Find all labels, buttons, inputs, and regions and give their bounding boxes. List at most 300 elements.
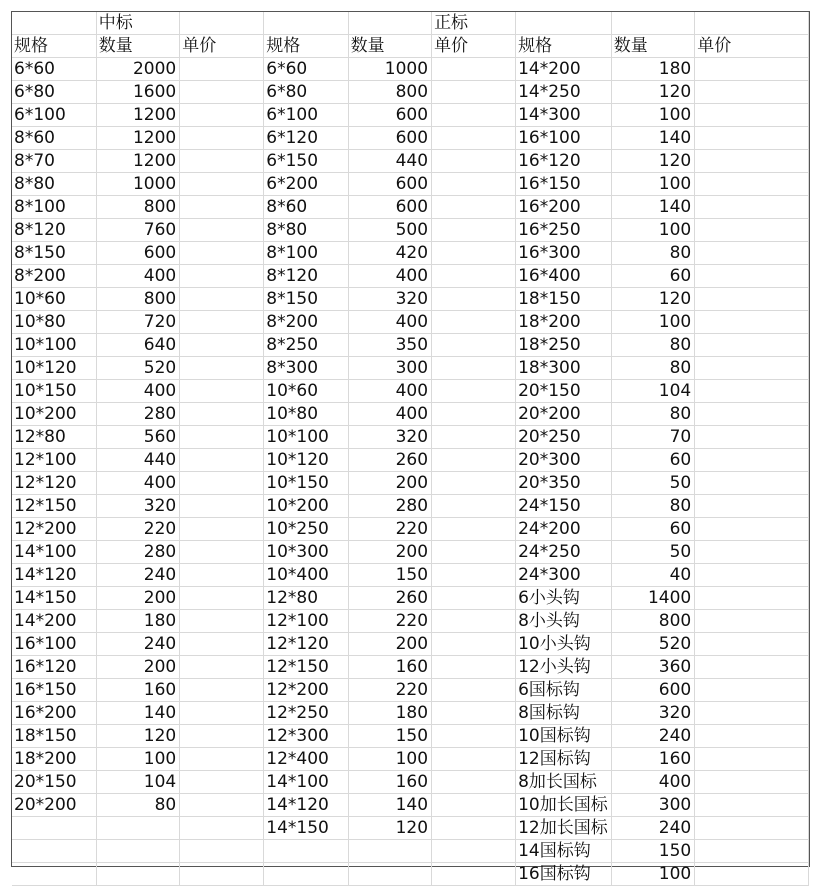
spec-cell[interactable]: 6*200 (264, 173, 348, 196)
price-cell[interactable] (180, 656, 264, 679)
quantity-cell[interactable]: 80 (611, 242, 694, 265)
quantity-cell[interactable]: 80 (611, 495, 694, 518)
spec-cell[interactable]: 18*150 (516, 288, 612, 311)
price-cell[interactable] (432, 265, 516, 288)
quantity-cell[interactable]: 150 (348, 564, 431, 587)
spec-cell[interactable]: 18*200 (12, 748, 96, 771)
price-cell[interactable] (695, 81, 809, 104)
spec-cell[interactable]: 12加长国标 (516, 817, 612, 840)
spec-cell[interactable]: 16*120 (12, 656, 96, 679)
price-cell[interactable] (180, 334, 264, 357)
quantity-cell[interactable]: 280 (96, 403, 179, 426)
quantity-cell[interactable]: 80 (611, 357, 694, 380)
cell[interactable] (264, 12, 348, 35)
cell[interactable] (516, 12, 612, 35)
spec-cell[interactable]: 8*300 (264, 357, 348, 380)
spec-cell[interactable]: 12*300 (264, 725, 348, 748)
price-cell[interactable] (180, 449, 264, 472)
price-cell[interactable] (432, 403, 516, 426)
price-cell[interactable] (432, 380, 516, 403)
quantity-cell[interactable]: 100 (348, 748, 431, 771)
price-cell[interactable] (432, 196, 516, 219)
spec-cell[interactable]: 10*100 (12, 334, 96, 357)
spec-cell[interactable]: 12*100 (264, 610, 348, 633)
spec-cell[interactable]: 20*300 (516, 449, 612, 472)
quantity-cell[interactable]: 800 (348, 81, 431, 104)
spec-cell[interactable]: 14*120 (264, 794, 348, 817)
spec-cell[interactable]: 12国标钩 (516, 748, 612, 771)
spec-cell[interactable]: 20*200 (12, 794, 96, 817)
quantity-cell[interactable] (96, 817, 179, 840)
price-cell[interactable] (432, 219, 516, 242)
spec-cell[interactable]: 14*250 (516, 81, 612, 104)
spec-cell[interactable]: 10*120 (12, 357, 96, 380)
price-cell[interactable] (432, 771, 516, 794)
price-cell[interactable] (695, 127, 809, 150)
price-cell[interactable] (432, 426, 516, 449)
spec-cell[interactable]: 6*60 (12, 58, 96, 81)
header-cell[interactable]: 单价 (695, 35, 809, 58)
price-cell[interactable] (695, 679, 809, 702)
quantity-cell[interactable]: 260 (348, 449, 431, 472)
spec-cell[interactable] (12, 863, 96, 886)
header-cell[interactable]: 数量 (96, 35, 179, 58)
quantity-cell[interactable]: 160 (348, 656, 431, 679)
quantity-cell[interactable]: 120 (96, 725, 179, 748)
cell[interactable] (180, 12, 264, 35)
price-cell[interactable] (695, 610, 809, 633)
price-cell[interactable] (180, 564, 264, 587)
header-cell[interactable]: 数量 (348, 35, 431, 58)
quantity-cell[interactable]: 320 (348, 426, 431, 449)
quantity-cell[interactable]: 120 (611, 81, 694, 104)
price-cell[interactable] (180, 127, 264, 150)
spec-cell[interactable]: 10*250 (264, 518, 348, 541)
price-cell[interactable] (180, 495, 264, 518)
spec-cell[interactable]: 8*80 (264, 219, 348, 242)
quantity-cell[interactable]: 320 (348, 288, 431, 311)
price-cell[interactable] (695, 771, 809, 794)
spec-cell[interactable]: 16*300 (516, 242, 612, 265)
price-cell[interactable] (695, 242, 809, 265)
price-cell[interactable] (432, 794, 516, 817)
spec-cell[interactable] (264, 840, 348, 863)
price-cell[interactable] (695, 748, 809, 771)
spec-cell[interactable]: 10*120 (264, 449, 348, 472)
price-cell[interactable] (180, 173, 264, 196)
spec-cell[interactable] (12, 840, 96, 863)
spec-cell[interactable]: 8*100 (12, 196, 96, 219)
quantity-cell[interactable]: 800 (96, 288, 179, 311)
price-cell[interactable] (432, 564, 516, 587)
spec-cell[interactable] (264, 863, 348, 886)
quantity-cell[interactable]: 2000 (96, 58, 179, 81)
price-cell[interactable] (432, 725, 516, 748)
quantity-cell[interactable]: 160 (348, 771, 431, 794)
price-cell[interactable] (432, 863, 516, 886)
spec-cell[interactable]: 8*70 (12, 150, 96, 173)
spec-cell[interactable]: 12*120 (12, 472, 96, 495)
price-cell[interactable] (180, 81, 264, 104)
spec-cell[interactable]: 12小头钩 (516, 656, 612, 679)
spec-cell[interactable]: 6*100 (12, 104, 96, 127)
spec-cell[interactable]: 10*300 (264, 541, 348, 564)
spec-cell[interactable]: 12*400 (264, 748, 348, 771)
price-cell[interactable] (180, 403, 264, 426)
spec-cell[interactable]: 10*150 (264, 472, 348, 495)
price-cell[interactable] (695, 173, 809, 196)
spec-cell[interactable]: 20*150 (12, 771, 96, 794)
price-cell[interactable] (180, 725, 264, 748)
spec-cell[interactable]: 10*200 (264, 495, 348, 518)
quantity-cell[interactable]: 800 (96, 196, 179, 219)
price-cell[interactable] (180, 863, 264, 886)
spec-cell[interactable]: 24*250 (516, 541, 612, 564)
price-cell[interactable] (695, 426, 809, 449)
spec-cell[interactable]: 10*60 (264, 380, 348, 403)
quantity-cell[interactable]: 104 (611, 380, 694, 403)
quantity-cell[interactable]: 100 (96, 748, 179, 771)
price-cell[interactable] (695, 104, 809, 127)
quantity-cell[interactable]: 400 (96, 472, 179, 495)
spec-cell[interactable]: 6*80 (12, 81, 96, 104)
spec-cell[interactable]: 8*60 (264, 196, 348, 219)
quantity-cell[interactable]: 1200 (96, 104, 179, 127)
price-cell[interactable] (695, 495, 809, 518)
quantity-cell[interactable]: 400 (96, 380, 179, 403)
spec-cell[interactable]: 10*400 (264, 564, 348, 587)
quantity-cell[interactable]: 400 (348, 265, 431, 288)
quantity-cell[interactable]: 200 (348, 541, 431, 564)
quantity-cell[interactable]: 400 (348, 311, 431, 334)
quantity-cell[interactable]: 1400 (611, 587, 694, 610)
price-cell[interactable] (432, 495, 516, 518)
price-cell[interactable] (432, 150, 516, 173)
spec-cell[interactable]: 20*350 (516, 472, 612, 495)
quantity-cell[interactable]: 1200 (96, 127, 179, 150)
quantity-cell[interactable]: 140 (611, 196, 694, 219)
price-cell[interactable] (432, 81, 516, 104)
price-cell[interactable] (180, 587, 264, 610)
quantity-cell[interactable]: 600 (611, 679, 694, 702)
price-cell[interactable] (695, 334, 809, 357)
price-cell[interactable] (432, 702, 516, 725)
quantity-cell[interactable]: 120 (611, 288, 694, 311)
price-cell[interactable] (180, 357, 264, 380)
quantity-cell[interactable]: 420 (348, 242, 431, 265)
spec-cell[interactable]: 18*300 (516, 357, 612, 380)
quantity-cell[interactable]: 240 (611, 725, 694, 748)
price-cell[interactable] (695, 794, 809, 817)
price-cell[interactable] (180, 794, 264, 817)
price-cell[interactable] (695, 587, 809, 610)
quantity-cell[interactable] (348, 863, 431, 886)
price-cell[interactable] (180, 472, 264, 495)
spec-cell[interactable]: 8*120 (12, 219, 96, 242)
price-cell[interactable] (695, 150, 809, 173)
spec-cell[interactable]: 16*200 (516, 196, 612, 219)
quantity-cell[interactable]: 600 (348, 196, 431, 219)
quantity-cell[interactable]: 120 (348, 817, 431, 840)
spec-cell[interactable]: 24*200 (516, 518, 612, 541)
price-cell[interactable] (180, 265, 264, 288)
price-cell[interactable] (180, 104, 264, 127)
spec-cell[interactable]: 12*80 (264, 587, 348, 610)
quantity-cell[interactable]: 640 (96, 334, 179, 357)
price-cell[interactable] (432, 173, 516, 196)
price-cell[interactable] (180, 518, 264, 541)
quantity-cell[interactable]: 760 (96, 219, 179, 242)
price-cell[interactable] (695, 817, 809, 840)
spec-cell[interactable]: 12*150 (12, 495, 96, 518)
price-cell[interactable] (695, 564, 809, 587)
quantity-cell[interactable] (96, 840, 179, 863)
price-cell[interactable] (695, 656, 809, 679)
price-cell[interactable] (695, 863, 809, 886)
spec-cell[interactable]: 8*80 (12, 173, 96, 196)
spec-cell[interactable]: 8*150 (264, 288, 348, 311)
quantity-cell[interactable]: 240 (96, 564, 179, 587)
quantity-cell[interactable]: 120 (611, 150, 694, 173)
spec-cell[interactable]: 8*120 (264, 265, 348, 288)
spec-cell[interactable]: 20*200 (516, 403, 612, 426)
price-cell[interactable] (180, 840, 264, 863)
quantity-cell[interactable]: 500 (348, 219, 431, 242)
price-cell[interactable] (180, 219, 264, 242)
price-cell[interactable] (695, 265, 809, 288)
price-cell[interactable] (432, 449, 516, 472)
group-title-cell[interactable]: 正标 (432, 12, 516, 35)
price-cell[interactable] (695, 702, 809, 725)
spec-cell[interactable]: 14*150 (264, 817, 348, 840)
spec-cell[interactable]: 16*400 (516, 265, 612, 288)
quantity-cell[interactable]: 200 (348, 472, 431, 495)
quantity-cell[interactable]: 200 (96, 656, 179, 679)
price-cell[interactable] (695, 196, 809, 219)
spec-cell[interactable]: 16*100 (516, 127, 612, 150)
spec-cell[interactable]: 10*200 (12, 403, 96, 426)
quantity-cell[interactable]: 400 (348, 380, 431, 403)
spec-cell[interactable]: 6*150 (264, 150, 348, 173)
quantity-cell[interactable]: 220 (348, 679, 431, 702)
quantity-cell[interactable]: 100 (611, 173, 694, 196)
price-cell[interactable] (695, 219, 809, 242)
price-cell[interactable] (432, 840, 516, 863)
quantity-cell[interactable]: 560 (96, 426, 179, 449)
price-cell[interactable] (695, 633, 809, 656)
spec-cell[interactable]: 8*200 (264, 311, 348, 334)
header-cell[interactable]: 数量 (611, 35, 694, 58)
spec-cell[interactable]: 24*150 (516, 495, 612, 518)
header-cell[interactable]: 单价 (180, 35, 264, 58)
price-cell[interactable] (695, 472, 809, 495)
spec-cell[interactable]: 16*150 (12, 679, 96, 702)
spec-cell[interactable]: 12*250 (264, 702, 348, 725)
price-cell[interactable] (432, 541, 516, 564)
quantity-cell[interactable]: 140 (348, 794, 431, 817)
quantity-cell[interactable]: 150 (611, 840, 694, 863)
quantity-cell[interactable]: 600 (348, 173, 431, 196)
price-cell[interactable] (432, 748, 516, 771)
spec-cell[interactable]: 8国标钩 (516, 702, 612, 725)
price-cell[interactable] (432, 518, 516, 541)
price-cell[interactable] (695, 357, 809, 380)
quantity-cell[interactable]: 100 (611, 311, 694, 334)
header-cell[interactable]: 单价 (432, 35, 516, 58)
price-cell[interactable] (180, 242, 264, 265)
quantity-cell[interactable]: 440 (348, 150, 431, 173)
quantity-cell[interactable]: 40 (611, 564, 694, 587)
price-cell[interactable] (432, 587, 516, 610)
price-cell[interactable] (180, 311, 264, 334)
spec-cell[interactable]: 20*250 (516, 426, 612, 449)
quantity-cell[interactable]: 800 (611, 610, 694, 633)
quantity-cell[interactable]: 220 (96, 518, 179, 541)
price-cell[interactable] (432, 127, 516, 150)
price-cell[interactable] (432, 288, 516, 311)
spec-cell[interactable]: 6*80 (264, 81, 348, 104)
quantity-cell[interactable]: 300 (611, 794, 694, 817)
quantity-cell[interactable]: 140 (611, 127, 694, 150)
spec-cell[interactable]: 10小头钩 (516, 633, 612, 656)
spec-cell[interactable]: 14国标钩 (516, 840, 612, 863)
price-cell[interactable] (180, 541, 264, 564)
spec-cell[interactable]: 16*150 (516, 173, 612, 196)
header-cell[interactable]: 规格 (516, 35, 612, 58)
spec-cell[interactable]: 14*200 (12, 610, 96, 633)
spec-cell[interactable]: 8*250 (264, 334, 348, 357)
spec-cell[interactable]: 14*120 (12, 564, 96, 587)
price-cell[interactable] (695, 380, 809, 403)
spec-cell[interactable]: 10*80 (264, 403, 348, 426)
spec-cell[interactable]: 6*100 (264, 104, 348, 127)
quantity-cell[interactable]: 350 (348, 334, 431, 357)
quantity-cell[interactable]: 720 (96, 311, 179, 334)
spec-cell[interactable]: 14*150 (12, 587, 96, 610)
price-cell[interactable] (180, 679, 264, 702)
quantity-cell[interactable]: 100 (611, 219, 694, 242)
spec-cell[interactable]: 8*150 (12, 242, 96, 265)
spec-cell[interactable]: 14*300 (516, 104, 612, 127)
price-cell[interactable] (432, 242, 516, 265)
quantity-cell[interactable]: 200 (96, 587, 179, 610)
price-cell[interactable] (180, 288, 264, 311)
cell[interactable] (611, 12, 694, 35)
price-cell[interactable] (180, 748, 264, 771)
spec-cell[interactable]: 14*100 (12, 541, 96, 564)
price-cell[interactable] (180, 610, 264, 633)
spec-cell[interactable]: 8*200 (12, 265, 96, 288)
quantity-cell[interactable]: 220 (348, 610, 431, 633)
price-cell[interactable] (695, 58, 809, 81)
quantity-cell[interactable]: 220 (348, 518, 431, 541)
quantity-cell[interactable]: 400 (348, 403, 431, 426)
quantity-cell[interactable]: 1000 (348, 58, 431, 81)
quantity-cell[interactable]: 180 (348, 702, 431, 725)
spec-cell[interactable]: 6*60 (264, 58, 348, 81)
quantity-cell[interactable]: 140 (96, 702, 179, 725)
quantity-cell[interactable]: 600 (348, 104, 431, 127)
cell[interactable] (348, 12, 431, 35)
quantity-cell[interactable]: 1000 (96, 173, 179, 196)
price-cell[interactable] (180, 702, 264, 725)
quantity-cell[interactable] (96, 863, 179, 886)
price-cell[interactable] (180, 150, 264, 173)
quantity-cell[interactable]: 100 (611, 863, 694, 886)
spec-cell[interactable]: 10加长国标 (516, 794, 612, 817)
spec-cell[interactable]: 18*150 (12, 725, 96, 748)
quantity-cell[interactable]: 80 (96, 794, 179, 817)
price-cell[interactable] (432, 58, 516, 81)
quantity-cell[interactable]: 160 (611, 748, 694, 771)
quantity-cell[interactable]: 50 (611, 472, 694, 495)
spec-cell[interactable]: 12*100 (12, 449, 96, 472)
quantity-cell[interactable]: 50 (611, 541, 694, 564)
spec-cell[interactable]: 10*150 (12, 380, 96, 403)
quantity-cell[interactable]: 600 (96, 242, 179, 265)
price-cell[interactable] (695, 449, 809, 472)
price-cell[interactable] (180, 817, 264, 840)
price-cell[interactable] (432, 610, 516, 633)
quantity-cell[interactable]: 360 (611, 656, 694, 679)
spec-cell[interactable]: 24*300 (516, 564, 612, 587)
quantity-cell[interactable]: 80 (611, 334, 694, 357)
price-cell[interactable] (695, 311, 809, 334)
quantity-cell[interactable]: 440 (96, 449, 179, 472)
quantity-cell[interactable]: 180 (96, 610, 179, 633)
spec-cell[interactable]: 8加长国标 (516, 771, 612, 794)
spec-cell[interactable]: 12*120 (264, 633, 348, 656)
price-cell[interactable] (180, 196, 264, 219)
price-cell[interactable] (695, 403, 809, 426)
spec-cell[interactable]: 16*100 (12, 633, 96, 656)
quantity-cell[interactable]: 160 (96, 679, 179, 702)
price-cell[interactable] (432, 357, 516, 380)
quantity-cell[interactable]: 240 (96, 633, 179, 656)
header-cell[interactable]: 规格 (12, 35, 96, 58)
quantity-cell[interactable]: 400 (96, 265, 179, 288)
price-cell[interactable] (432, 311, 516, 334)
price-cell[interactable] (432, 633, 516, 656)
spec-cell[interactable]: 12*200 (264, 679, 348, 702)
spec-cell[interactable]: 14*200 (516, 58, 612, 81)
quantity-cell[interactable] (348, 840, 431, 863)
quantity-cell[interactable]: 60 (611, 449, 694, 472)
quantity-cell[interactable]: 300 (348, 357, 431, 380)
spec-cell[interactable]: 10国标钩 (516, 725, 612, 748)
price-cell[interactable] (432, 656, 516, 679)
quantity-cell[interactable]: 400 (611, 771, 694, 794)
spec-cell[interactable]: 8*60 (12, 127, 96, 150)
quantity-cell[interactable]: 60 (611, 518, 694, 541)
spec-cell[interactable]: 16*250 (516, 219, 612, 242)
price-cell[interactable] (695, 541, 809, 564)
quantity-cell[interactable]: 180 (611, 58, 694, 81)
quantity-cell[interactable]: 150 (348, 725, 431, 748)
spec-cell[interactable]: 12*200 (12, 518, 96, 541)
quantity-cell[interactable]: 320 (96, 495, 179, 518)
price-cell[interactable] (180, 633, 264, 656)
spec-cell[interactable]: 10*100 (264, 426, 348, 449)
quantity-cell[interactable]: 520 (611, 633, 694, 656)
spec-cell[interactable]: 16*200 (12, 702, 96, 725)
cell[interactable] (695, 12, 809, 35)
price-cell[interactable] (180, 426, 264, 449)
quantity-cell[interactable]: 70 (611, 426, 694, 449)
spec-cell[interactable]: 20*150 (516, 380, 612, 403)
spec-cell[interactable]: 16*120 (516, 150, 612, 173)
spec-cell[interactable] (12, 817, 96, 840)
